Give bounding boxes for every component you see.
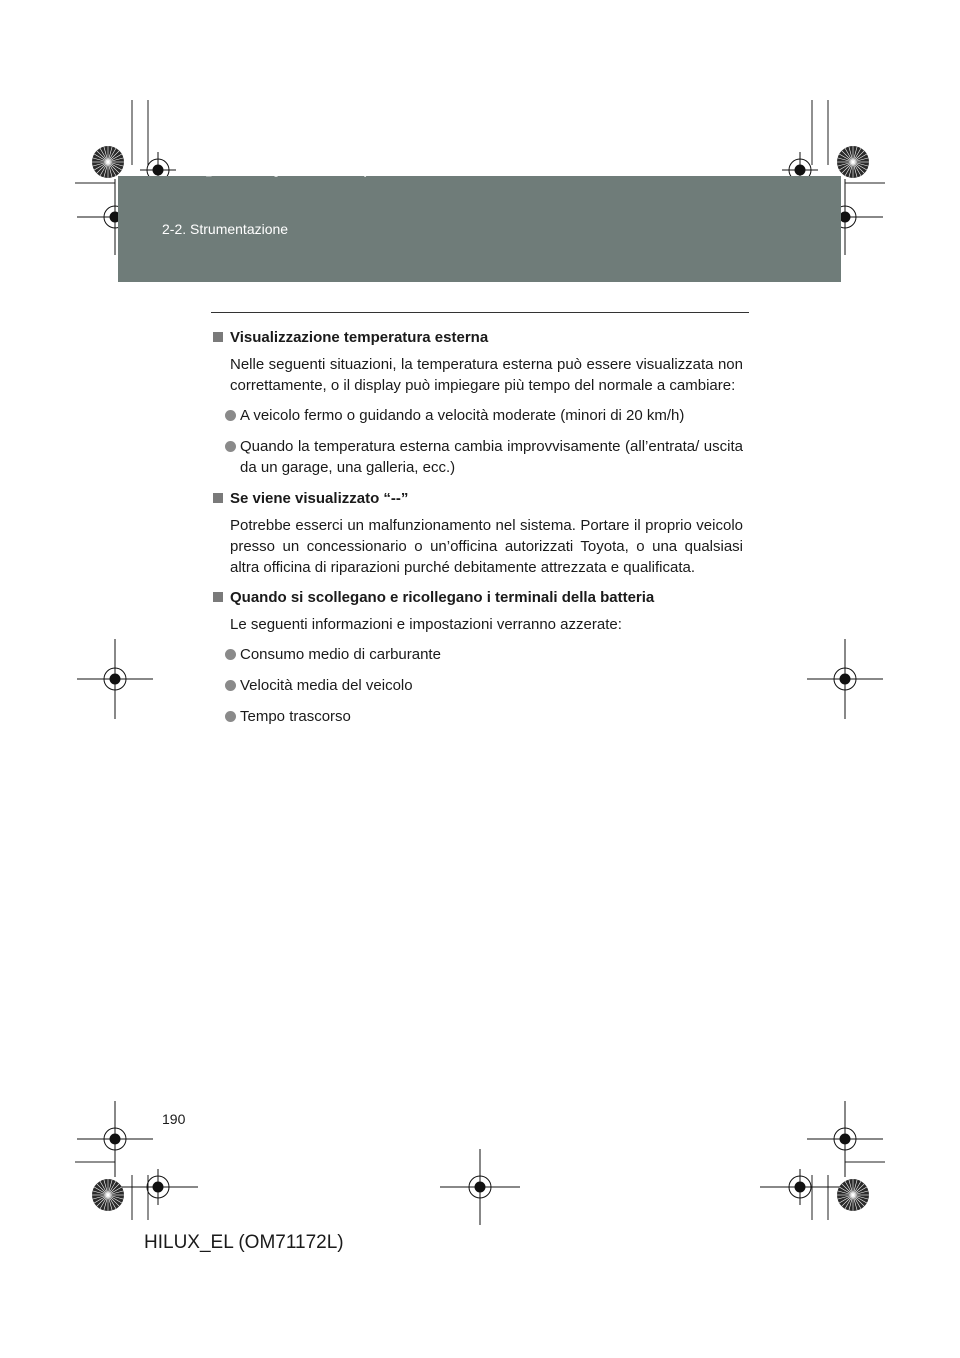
page-number: 190: [162, 1111, 186, 1127]
section-label: 2-2. Strumentazione: [162, 221, 289, 237]
list-item: [213, 436, 743, 478]
header-rule: [211, 312, 749, 313]
square-bullet-icon: [213, 493, 223, 503]
section-heading: [213, 488, 743, 509]
section-dash-display: [213, 488, 743, 578]
heading-text: Visualizzazione temperatura esterna: [230, 329, 489, 346]
list-item: [213, 706, 743, 727]
section-heading: [213, 587, 743, 608]
circle-bullet-icon: [225, 649, 236, 660]
list-item-text: Tempo trascorso: [240, 708, 351, 725]
heading-text: Quando si scollegano e ricollegano i terminali della batteria: [230, 589, 655, 606]
circle-bullet-icon: [225, 410, 236, 421]
list-item: [213, 644, 743, 665]
list-item: [213, 675, 743, 696]
list-item: [213, 405, 743, 426]
model-code: HILUX_EL (OM71172L): [144, 1232, 344, 1253]
list-item-text: Velocità media del veicolo: [240, 677, 413, 694]
list-item-text: Consumo medio di carburante: [240, 646, 441, 663]
circle-bullet-icon: [225, 680, 236, 691]
content-body: [213, 327, 743, 737]
section-paragraph: Le seguenti informazioni e impostazioni verranno azzerate:: [230, 616, 622, 633]
circle-bullet-icon: [225, 441, 236, 452]
heading-text: Se viene visualizzato “--”: [230, 490, 409, 507]
square-bullet-icon: [213, 332, 223, 342]
section-outside-temperature: [213, 327, 743, 478]
section-battery-terminals: [213, 587, 743, 727]
square-bullet-icon: [213, 592, 223, 602]
list-item-text: A veicolo fermo o guidando a velocità moderate (minori di 20 km/h): [240, 407, 685, 424]
section-heading: [213, 327, 743, 348]
section-paragraph: Potrebbe esserci un malfunzionamento nel sistema. Portare il proprio veicolo presso un concessionario o un’officina autorizzati Toyota, o una qualsiasi altra officina di riparazioni purché debitamente attrezzata e qualificata.: [230, 517, 743, 576]
book-stamp: HILUX_EL.book Page 190 Wednesday, March 23, 2011 3:30 PM: [178, 168, 510, 178]
list-item-text: Quando la temperatura esterna cambia improvvisamente (all’entrata/ uscita da un garage, una galleria, ecc.): [240, 438, 743, 476]
section-paragraph: Nelle seguenti situazioni, la temperatura esterna può essere visualizzata non correttamente, o il display può impiegare più tempo del normale a cambiare:: [230, 356, 743, 394]
circle-bullet-icon: [225, 711, 236, 722]
